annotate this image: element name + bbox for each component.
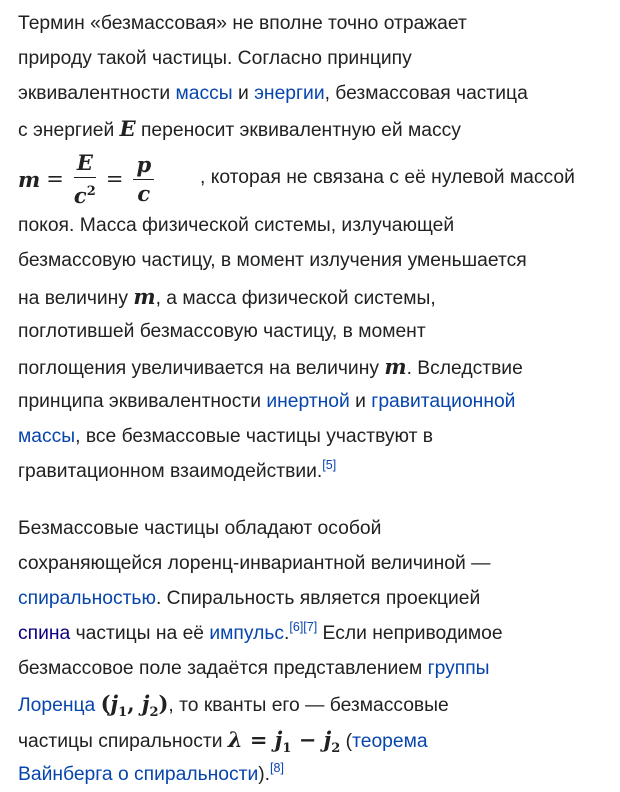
reference-8 [270,761,284,775]
math-subscript: 2 [149,705,159,721]
text: сохраняющейся лоренц-инвариантной величиной — [18,553,491,575]
math-j: j [274,726,283,752]
article-body [18,6,618,785]
text-line [18,419,618,454]
text: природу такой частицы. Согласно принципу [18,48,412,70]
text: Безмассовые частицы обладают особой [18,518,382,539]
math-paren: ( [100,691,111,717]
paragraph-helicity [18,511,503,792]
math-subscript: 1 [118,705,128,721]
math-m: m [133,283,156,309]
math-paren: ) [158,691,169,717]
fraction-numerator: p [133,153,154,180]
text: с энергией [18,120,120,142]
math-m: m [384,353,407,379]
link-lorentz-group-2[interactable]: Лоренца [18,695,96,717]
reference-7 [303,620,317,634]
text-line [18,279,618,314]
reference-link[interactable]: [5] [322,458,337,473]
text: , а масса физической системы, [155,287,436,309]
link-gravitational[interactable]: гравитационной [371,390,516,412]
math-energy-symbol: E [119,116,136,142]
text-line [18,686,503,721]
text: поглотившей безмассовую частицу, в момент [18,320,426,342]
math-comma: , [127,691,142,717]
reference-5 [322,458,336,472]
link-momentum[interactable]: импульс [209,623,285,645]
text-line [18,6,618,41]
text-line [18,454,618,489]
link-helicity[interactable]: спиральностью [18,588,156,610]
text: гравитационном взаимодействии. [18,461,323,483]
mass-energy-formula [18,149,158,208]
text-line [18,757,503,792]
fraction-numerator: E [74,151,96,178]
math-equals: = [105,167,124,192]
math-representation [100,691,169,721]
math-equals: = [46,167,64,192]
text-line [18,546,503,581]
text: , то кванты его — безмассовые [168,695,449,717]
text: . Спиральность является проекцией [155,588,481,610]
fraction-denominator [74,178,96,208]
math-equals: = [242,726,275,752]
link-weinberg-theorem-2[interactable]: Вайнберга о спиральности [18,763,259,785]
text: и [232,83,255,105]
text-line [18,616,503,651]
text-line [18,511,503,546]
text: переносит эквивалентную ей массу [135,120,461,142]
text: , которая не связана с её нулевой массой [200,167,575,189]
math-j: j [141,691,150,717]
math-lambda: λ [227,726,243,752]
text-line [18,349,618,384]
math-helicity-formula [227,726,341,756]
fraction-p-over-c [133,153,154,206]
text: ). [258,763,271,785]
math-exponent: 2 [86,183,96,199]
text-line [18,76,618,111]
text-line [18,243,618,278]
text: Термин «безмассовая» не вполне точно отражает [18,13,467,34]
text: покоя. Масса физической системы, излучающей [18,215,455,237]
math-j: j [110,691,119,717]
text: принципа эквивалентности [18,390,267,412]
math-subscript: 1 [282,740,292,756]
text-line [18,651,503,686]
fraction-e-over-c2 [74,151,96,208]
reference-link[interactable]: [8] [270,760,284,775]
text-line [18,314,618,349]
link-spin[interactable]: спина [18,623,71,645]
text-line [18,41,618,76]
reference-link[interactable]: [7] [303,620,318,635]
reference-6 [289,620,303,634]
math-minus: − [291,726,324,752]
link-mass[interactable]: массы [175,83,233,105]
text-line [18,208,618,243]
math-c: c [73,182,87,208]
link-inertial[interactable]: инертной [266,390,350,412]
formula-line [18,146,618,208]
text: поглощения увеличивается на величину [18,357,385,379]
text: ( [340,730,353,752]
text-line [18,581,503,616]
text: . Вследствие [406,357,523,379]
paragraph-massless-mass [18,6,618,489]
text: безмассовую частицу, в момент излучения уменьшается [18,250,527,272]
link-lorentz-group[interactable]: группы [427,658,490,680]
text-line [18,384,618,419]
text: Если неприводимое [317,623,503,645]
text: частицы на её [70,623,210,645]
text: безмассовое поле задаётся представлением [18,658,428,680]
link-mass-2[interactable]: массы [18,425,76,447]
text: эквивалентности [18,83,176,105]
text-line [18,722,503,757]
text: на величину [18,287,134,309]
fraction-denominator: c [137,180,151,206]
math-m: m [18,166,41,192]
text: , безмассовая частица [324,83,528,105]
link-energy[interactable]: энергии [254,83,325,105]
reference-link[interactable]: [6] [289,620,304,635]
text: частицы спиральности [18,730,228,752]
link-weinberg-theorem[interactable]: теорема [352,730,428,752]
text: , все безмассовые частицы участвуют в [75,425,434,447]
text-line [18,111,618,146]
math-subscript: 2 [331,740,341,756]
text: и [349,390,372,412]
text: . [284,623,290,645]
math-j: j [323,726,332,752]
